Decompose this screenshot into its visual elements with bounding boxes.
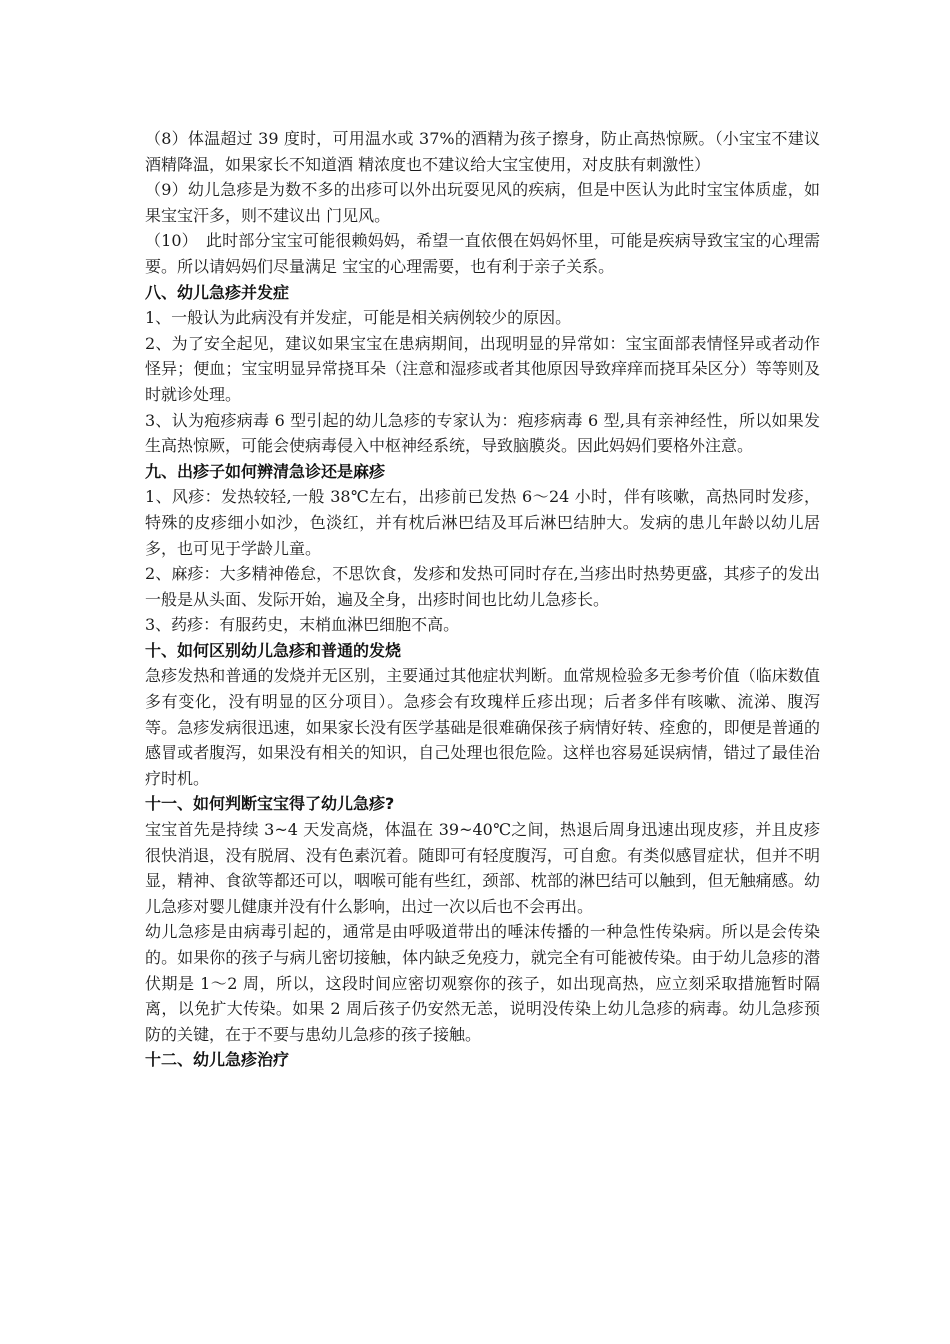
paragraph-item-8: （8）体温超过 39 度时，可用温水或 37%的酒精为孩子擦身，防止高热惊厥。（小宝宝不建议酒精降温，如果家长不知道酒 精浓度也不建议给大宝宝使用，对皮肤有刺激性）: [145, 129, 820, 174]
paragraph-diagnosis-symptoms: 宝宝首先是持续 3~4 天发高烧，体温在 39~40℃之间，热退后周身迅速出现皮疹，并且皮疹很快消退，没有脱屑、没有色素沉着。随即可有轻度腹泻，可自愈。有类似感冒症状，但并不明显，精神、食欲等都还可以，咽喉可能有些红，颈部、枕部的淋巴结可以触到，但无触痛感。幼儿急疹对婴儿健康并没有什么影响，出过一次以后也不会再出。: [145, 820, 820, 916]
paragraph-item-10: （10） 此时部分宝宝可能很赖妈妈，希望一直依偎在妈妈怀里，可能是疾病导致宝宝的心理需要。所以请妈妈们尽量满足 宝宝的心理需要，也有利于亲子关系。: [145, 231, 820, 276]
paragraph-drug-rash: 3、药疹：有服药史，末梢血淋巴细胞不高。: [145, 615, 460, 635]
section-heading-8: 八、幼儿急疹并发症: [145, 282, 290, 302]
paragraph-contagion: 幼儿急疹是由病毒引起的，通常是由呼吸道带出的唾沫传播的一种急性传染病。所以是会传染的。如果你的孩子与病儿密切接触，体内缺乏免疫力，就完全有可能被传染。由于幼儿急疹的潜伏期是 1～2 周，所以，这段时间应密切观察你的孩子，如出现高热，应立刻采取措施暂时隔离，以免扩大传染。如果 2 周后孩子仍安然无恙，说明没传染上幼儿急疹的病毒。幼儿急疹预防的关键，在于不要与患幼儿急疹的孩子接触。: [145, 922, 820, 1044]
paragraph-item-9: （9）幼儿急疹是为数不多的出疹可以外出玩耍见风的疾病，但是中医认为此时宝宝体质虚，如果宝宝汗多，则不建议出 门见风。: [145, 180, 820, 225]
section-heading-10: 十、如何区别幼儿急疹和普通的发烧: [145, 640, 402, 660]
document-body: [145, 126, 820, 1073]
paragraph-measles: 2、麻疹：大多精神倦怠，不思饮食，发疹和发热可同时存在,当疹出时热势更盛，其疹子的发出一般是从头面、发际开始，遍及全身，出疹时间也比幼儿急疹长。: [145, 564, 820, 609]
paragraph-complication-2: 2、为了安全起见，建议如果宝宝在患病期间，出现明显的异常如：宝宝面部表情怪异或者动作怪异；便血；宝宝明显异常挠耳朵（注意和湿疹或者其他原因导致痒痒而挠耳朵区分）等等则及时就诊处理。: [145, 333, 820, 404]
section-heading-12: 十二、幼儿急疹治疗: [145, 1050, 290, 1070]
paragraph-fever-difference: 急疹发热和普通的发烧并无区别，主要通过其他症状判断。血常规检验多无参考价值（临床数值多有变化，没有明显的区分项目）。急疹会有玫瑰样丘疹出现；后者多伴有咳嗽、流涕、腹泻等。急疹发病很迅速，如果家长没有医学基础是很难确保孩子病情好转、痊愈的，即便是普通的感冒或者腹泻，如果没有相关的知识，自己处理也很危险。这样也容易延误病情，错过了最佳治疗时机。: [145, 666, 820, 788]
section-heading-9: 九、出疹子如何辨清急诊还是麻疹: [145, 461, 386, 481]
paragraph-rubella: 1、风疹：发热较轻,一般 38℃左右，出疹前已发热 6～24 小时，伴有咳嗽，高热同时发疹，特殊的皮疹细小如沙，色淡红，并有枕后淋巴结及耳后淋巴结肿大。发病的患儿年龄以幼儿居多，也可见于学龄儿童。: [145, 487, 820, 558]
section-heading-11: 十一、如何判断宝宝得了幼儿急疹?: [145, 794, 395, 814]
paragraph-complication-1: 1、一般认为此病没有并发症，可能是相关病例较少的原因。: [145, 308, 572, 328]
paragraph-complication-3: 3、认为疱疹病毒 6 型引起的幼儿急疹的专家认为：疱疹病毒 6 型,具有亲神经性，所以如果发生高热惊厥，可能会使病毒侵入中枢神经系统，导致脑膜炎。因此妈妈们要格外注意。: [145, 410, 820, 456]
